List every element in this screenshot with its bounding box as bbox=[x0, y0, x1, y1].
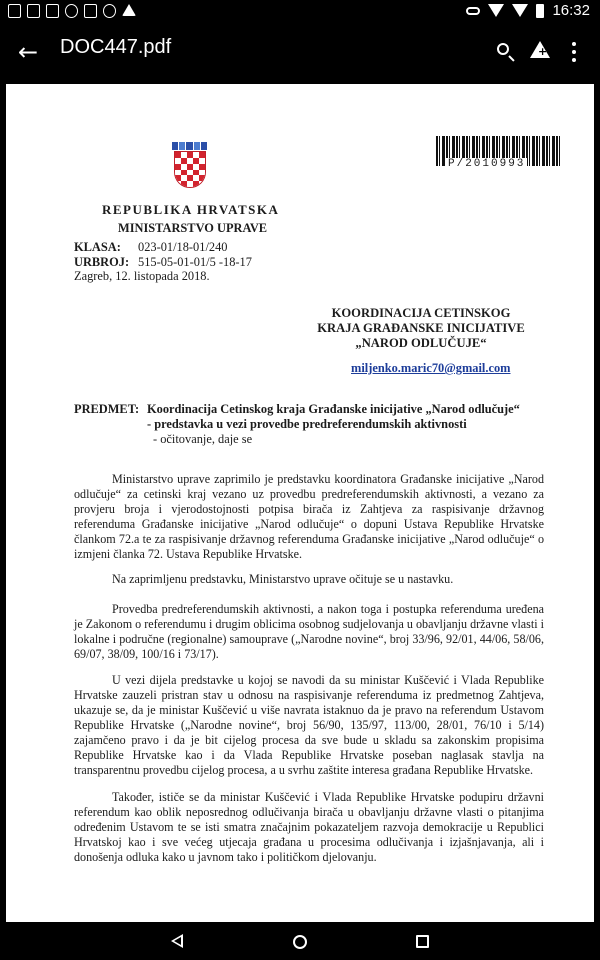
document-title: DOC447.pdf bbox=[60, 36, 172, 58]
barcode-number: P/2010993 bbox=[448, 158, 526, 170]
search-button[interactable] bbox=[492, 34, 522, 70]
share-icon bbox=[103, 4, 116, 18]
republic-heading: REPUBLIKA HRVATSKA bbox=[102, 202, 280, 217]
recipient-email-link[interactable]: miljenko.maric70@gmail.com bbox=[351, 361, 511, 375]
facebook-notification-icon bbox=[8, 4, 21, 18]
subject-line: Koordinacija Cetinskog kraja Građanske inicijative „Narod odlučuje“ bbox=[147, 402, 520, 416]
place-date: Zagreb, 12. listopada 2018. bbox=[74, 269, 210, 283]
wifi-icon bbox=[488, 4, 504, 17]
search-icon bbox=[497, 43, 509, 55]
subject-label: PREDMET: bbox=[74, 402, 140, 416]
subject-line: - očitovanje, daje se bbox=[153, 432, 253, 446]
system-icons bbox=[466, 2, 590, 19]
recipient: KOORDINACIJA CETINSKOG KRAJA GRAĐANSKE INICIJATIVE „NAROD ODLUČUJE“ bbox=[317, 306, 525, 350]
back-arrow-icon[interactable]: ← bbox=[18, 38, 39, 66]
urbroj-label: URBROJ: bbox=[74, 255, 130, 269]
nav-back-icon[interactable] bbox=[171, 934, 183, 948]
body-paragraph: U vezi dijela predstavke u kojoj se navodi da su ministar Kuščević i Vlada Republike Hrvatske zauzeli pristran stav u odnosu na raspisivanje referenduma iz predmetnog Zahtjeva, ukazuje se, da je ministar Kuščević u više navrata istaknuo da je pravo na referendum Ustavom Republike Hrvatske („Narodne novine“, broj 56/90, 135/97, 113/00, 28/01, 76/10 i 5/14) zajamčeno pravo i da je bit cijelog procesa da sve bude u skladu sa zakonskim propisima Republike Hrvatske kao i da Vlada Republike Hrvatske poseban naglasak stavlja na transparentnu provedbu cijelog procesa, a u svrhu zaštite interesa građana Republike Hrvatske. bbox=[74, 673, 544, 777]
subject-line: - predstavka u vezi provedbe predreferendumskih aktivnosti bbox=[147, 417, 467, 431]
pdf-page[interactable] bbox=[6, 84, 594, 922]
drive-icon bbox=[530, 41, 550, 58]
subject bbox=[147, 402, 567, 447]
facebook-notification-icon bbox=[27, 4, 40, 18]
body-paragraph: Također, ističe se da ministar Kuščević i Vlada Republike Hrvatske podupiru državni referendum kao oblik neposrednog odlučivanja birača u obavljanju državne vlasti o pitanjima određenim Ustavom te se isti smatra značajnim pokazateljem razvoja demokracije u Republici Hrvatskoj kao i sve većeg utjecaja građana u procesima odlučivanja i izjašnjavanja, ali i donošenja odluka kako u javnom tako i političkom djelovanju. bbox=[74, 790, 544, 864]
nav-home-icon[interactable] bbox=[293, 935, 307, 949]
klasa-label: KLASA: bbox=[74, 240, 121, 254]
notification-icons bbox=[8, 4, 136, 18]
ministry-heading: MINISTARSTVO UPRAVE bbox=[118, 221, 268, 235]
app-bar bbox=[0, 24, 600, 80]
body-paragraph: Provedba predreferendumskih aktivnosti, a nakon toga i postupka referenduma uređena je Zakonom o referendumu i drugim oblicima osobnog sudjelovanja u obavljanju državne vlasti i lokalne i područne (regionalne) samouprave („Narodne novine“, broj 33/96, 92/01, 44/06, 58/06, 69/07, 38/09, 100/16 i 73/17). bbox=[74, 602, 544, 661]
urbroj-value: 515-05-01-01/5 -18-17 bbox=[138, 255, 252, 269]
body-paragraph: Ministarstvo uprave zaprimilo je predstavku koordinatora Građanske inicijative „Narod odlučuje“ za cetinski kraj vezano uz provedbu predreferendumskih aktivnosti, a vezano za provjeru broja i vjerodostojnosti potpisa birača iz Zahtjeva za raspisivanje državnog referenduma Građanske inicijative „Narod odlučuje“ o dopuni Ustava Republike Hrvatske člankom 72.a te za raspisivanje državnog referenduma Građanske inicijative „Narod odlučuje“ o izmjeni članka 72. Ustava Republike Hrvatske. bbox=[74, 472, 544, 561]
add-to-drive-button[interactable] bbox=[526, 34, 556, 70]
stats-icon bbox=[46, 4, 59, 18]
signal-icon bbox=[512, 4, 528, 17]
body-paragraph: Na zaprimljenu predstavku, Ministarstvo uprave očituje se u nastavku. bbox=[112, 572, 454, 586]
more-options-button[interactable] bbox=[560, 34, 590, 70]
play-icon bbox=[122, 4, 136, 16]
more-vert-icon bbox=[572, 42, 576, 66]
nav-recents-icon[interactable] bbox=[416, 935, 429, 948]
battery-icon bbox=[536, 4, 544, 18]
key-icon bbox=[466, 7, 480, 15]
clock-icon bbox=[65, 4, 78, 18]
klasa-value: 023-01/18-01/240 bbox=[138, 240, 228, 254]
navigation-bar bbox=[0, 922, 600, 960]
clock-time: 16:32 bbox=[552, 2, 590, 19]
status-bar bbox=[0, 0, 600, 24]
croatian-coat-of-arms-icon bbox=[172, 142, 208, 188]
image-icon bbox=[84, 4, 97, 18]
